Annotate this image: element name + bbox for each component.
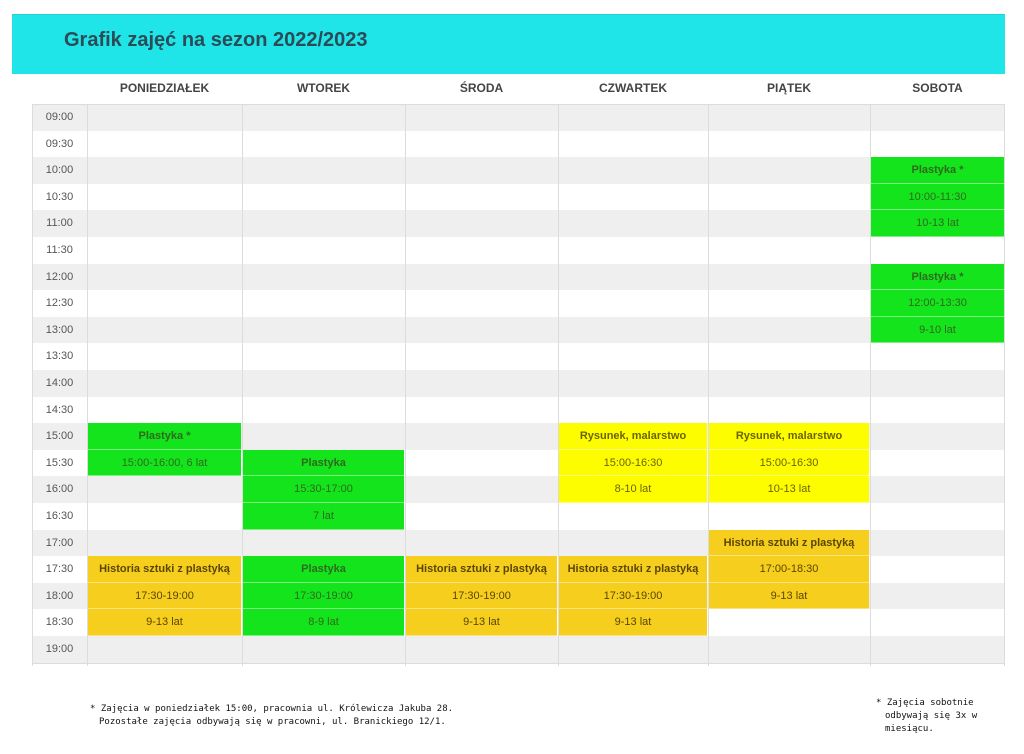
time-label: 09:30: [45, 137, 74, 150]
class-block[interactable]: [88, 423, 241, 476]
day-header: PIĄTEK: [766, 81, 811, 95]
class-time: 12:00-13:30: [871, 290, 1004, 317]
class-time: 17:30-19:00: [406, 583, 557, 610]
time-label: 09:00: [45, 111, 74, 123]
page-title: Grafik zajęć na sezon 2022/2023: [64, 29, 368, 51]
class-age: 8-9 lat: [243, 609, 404, 636]
time-label: 17:30: [45, 563, 74, 576]
time-label: 15:30: [45, 456, 74, 469]
class-block[interactable]: [88, 556, 241, 636]
class-time: 15:00-16:30: [559, 450, 707, 477]
time-label: 13:30: [45, 350, 74, 363]
class-time: 17:30-19:00: [559, 583, 707, 610]
class-block[interactable]: [871, 157, 1004, 237]
class-age: 9-13 lat: [559, 609, 707, 636]
time-label: 17:00: [45, 536, 74, 549]
schedule-row: [32, 184, 1005, 211]
time-label: 10:30: [45, 190, 74, 203]
day-header: WTOREK: [296, 81, 351, 95]
time-label: 10:00: [45, 164, 74, 177]
class-title: Historia sztuki z plastyką: [406, 556, 557, 583]
class-block[interactable]: [709, 423, 869, 503]
schedule-row: [32, 343, 1005, 370]
footnote-right-line2: odbywają się 3x w miesiącu.: [885, 711, 978, 734]
class-time: 15:30-17:00: [243, 476, 404, 503]
footnote-right: [876, 697, 1024, 736]
class-block[interactable]: [243, 450, 404, 530]
class-age: 9-13 lat: [709, 583, 869, 610]
schedule-row: [32, 317, 1005, 344]
schedule-row: [32, 397, 1005, 424]
footnote-left: [90, 703, 453, 729]
schedule-grid: [32, 77, 1005, 667]
class-age: 9-13 lat: [406, 609, 557, 636]
time-label: 12:30: [45, 297, 74, 310]
time-label: 12:00: [45, 270, 74, 283]
class-title: Plastyka *: [871, 157, 1004, 184]
schedule-row: [32, 503, 1005, 530]
schedule-row: [32, 290, 1005, 317]
grid-border: [32, 663, 1005, 664]
time-label: 11:30: [46, 244, 73, 256]
class-title: Rysunek, malarstwo: [709, 423, 869, 450]
class-time: 15:00-16:30: [709, 450, 869, 477]
class-age: 10-13 lat: [709, 476, 869, 503]
footnote-right-line1: * Zajęcia sobotnie: [876, 698, 974, 708]
class-title: Historia sztuki z plastyką: [709, 530, 869, 557]
class-time: 17:30-19:00: [88, 583, 241, 610]
class-block[interactable]: [406, 556, 557, 636]
class-block[interactable]: [559, 423, 707, 503]
class-time: 10:00-11:30: [871, 184, 1004, 211]
class-time: 15:00-16:00, 6 lat: [88, 450, 241, 477]
class-title: Plastyka *: [88, 423, 241, 450]
class-title: Plastyka: [243, 556, 404, 583]
grid-divider: [1004, 104, 1005, 666]
schedule-row: [32, 157, 1005, 184]
time-label: 14:00: [45, 377, 74, 389]
time-label: 18:30: [45, 616, 74, 629]
footnote-left-line2: Pozostałe zajęcia odbywają się w pracowni, ul. Branickiego 12/1.: [99, 717, 446, 727]
class-title: Historia sztuki z plastyką: [88, 556, 241, 583]
schedule-row: [32, 370, 1005, 397]
grid-border: [32, 104, 1005, 105]
class-title: Plastyka: [243, 450, 404, 477]
class-age: 9-13 lat: [88, 609, 241, 636]
schedule-row: [32, 237, 1005, 264]
day-header: SOBOTA: [912, 81, 963, 95]
time-label: 11:00: [46, 217, 73, 230]
time-label: 19:00: [45, 643, 74, 655]
class-age: 8-10 lat: [559, 476, 707, 503]
class-age: 10-13 lat: [871, 210, 1004, 237]
schedule-row: [32, 636, 1005, 663]
day-header: ŚRODA: [459, 81, 504, 95]
day-header: PONIEDZIAŁEK: [119, 81, 210, 95]
time-label: 16:00: [45, 483, 74, 496]
schedule-row: [32, 264, 1005, 291]
schedule-row: [32, 210, 1005, 237]
schedule-row: [32, 104, 1005, 131]
class-age: 9-10 lat: [871, 317, 1004, 344]
class-block[interactable]: [243, 556, 404, 636]
class-time: 17:30-19:00: [243, 583, 404, 610]
time-label: 14:30: [45, 403, 74, 416]
class-title: Plastyka *: [871, 264, 1004, 291]
day-header: CZWARTEK: [599, 81, 667, 95]
schedule-row: [32, 131, 1005, 158]
time-label: 15:00: [45, 430, 74, 443]
footnote-left-line1: * Zajęcia w poniedziałek 15:00, pracownia ul. Królewicza Jakuba 28.: [90, 704, 454, 714]
class-title: Historia sztuki z plastyką: [559, 556, 707, 583]
class-block[interactable]: [559, 556, 707, 636]
class-block[interactable]: [709, 530, 869, 610]
time-label: 13:00: [45, 323, 74, 336]
class-block[interactable]: [871, 264, 1004, 344]
class-age: 7 lat: [243, 503, 404, 530]
time-label: 16:30: [45, 510, 74, 522]
header-banner: [12, 14, 1005, 74]
time-label: 18:00: [45, 589, 74, 602]
class-time: 17:00-18:30: [709, 556, 869, 583]
grid-divider: [32, 104, 33, 666]
class-title: Rysunek, malarstwo: [559, 423, 707, 450]
